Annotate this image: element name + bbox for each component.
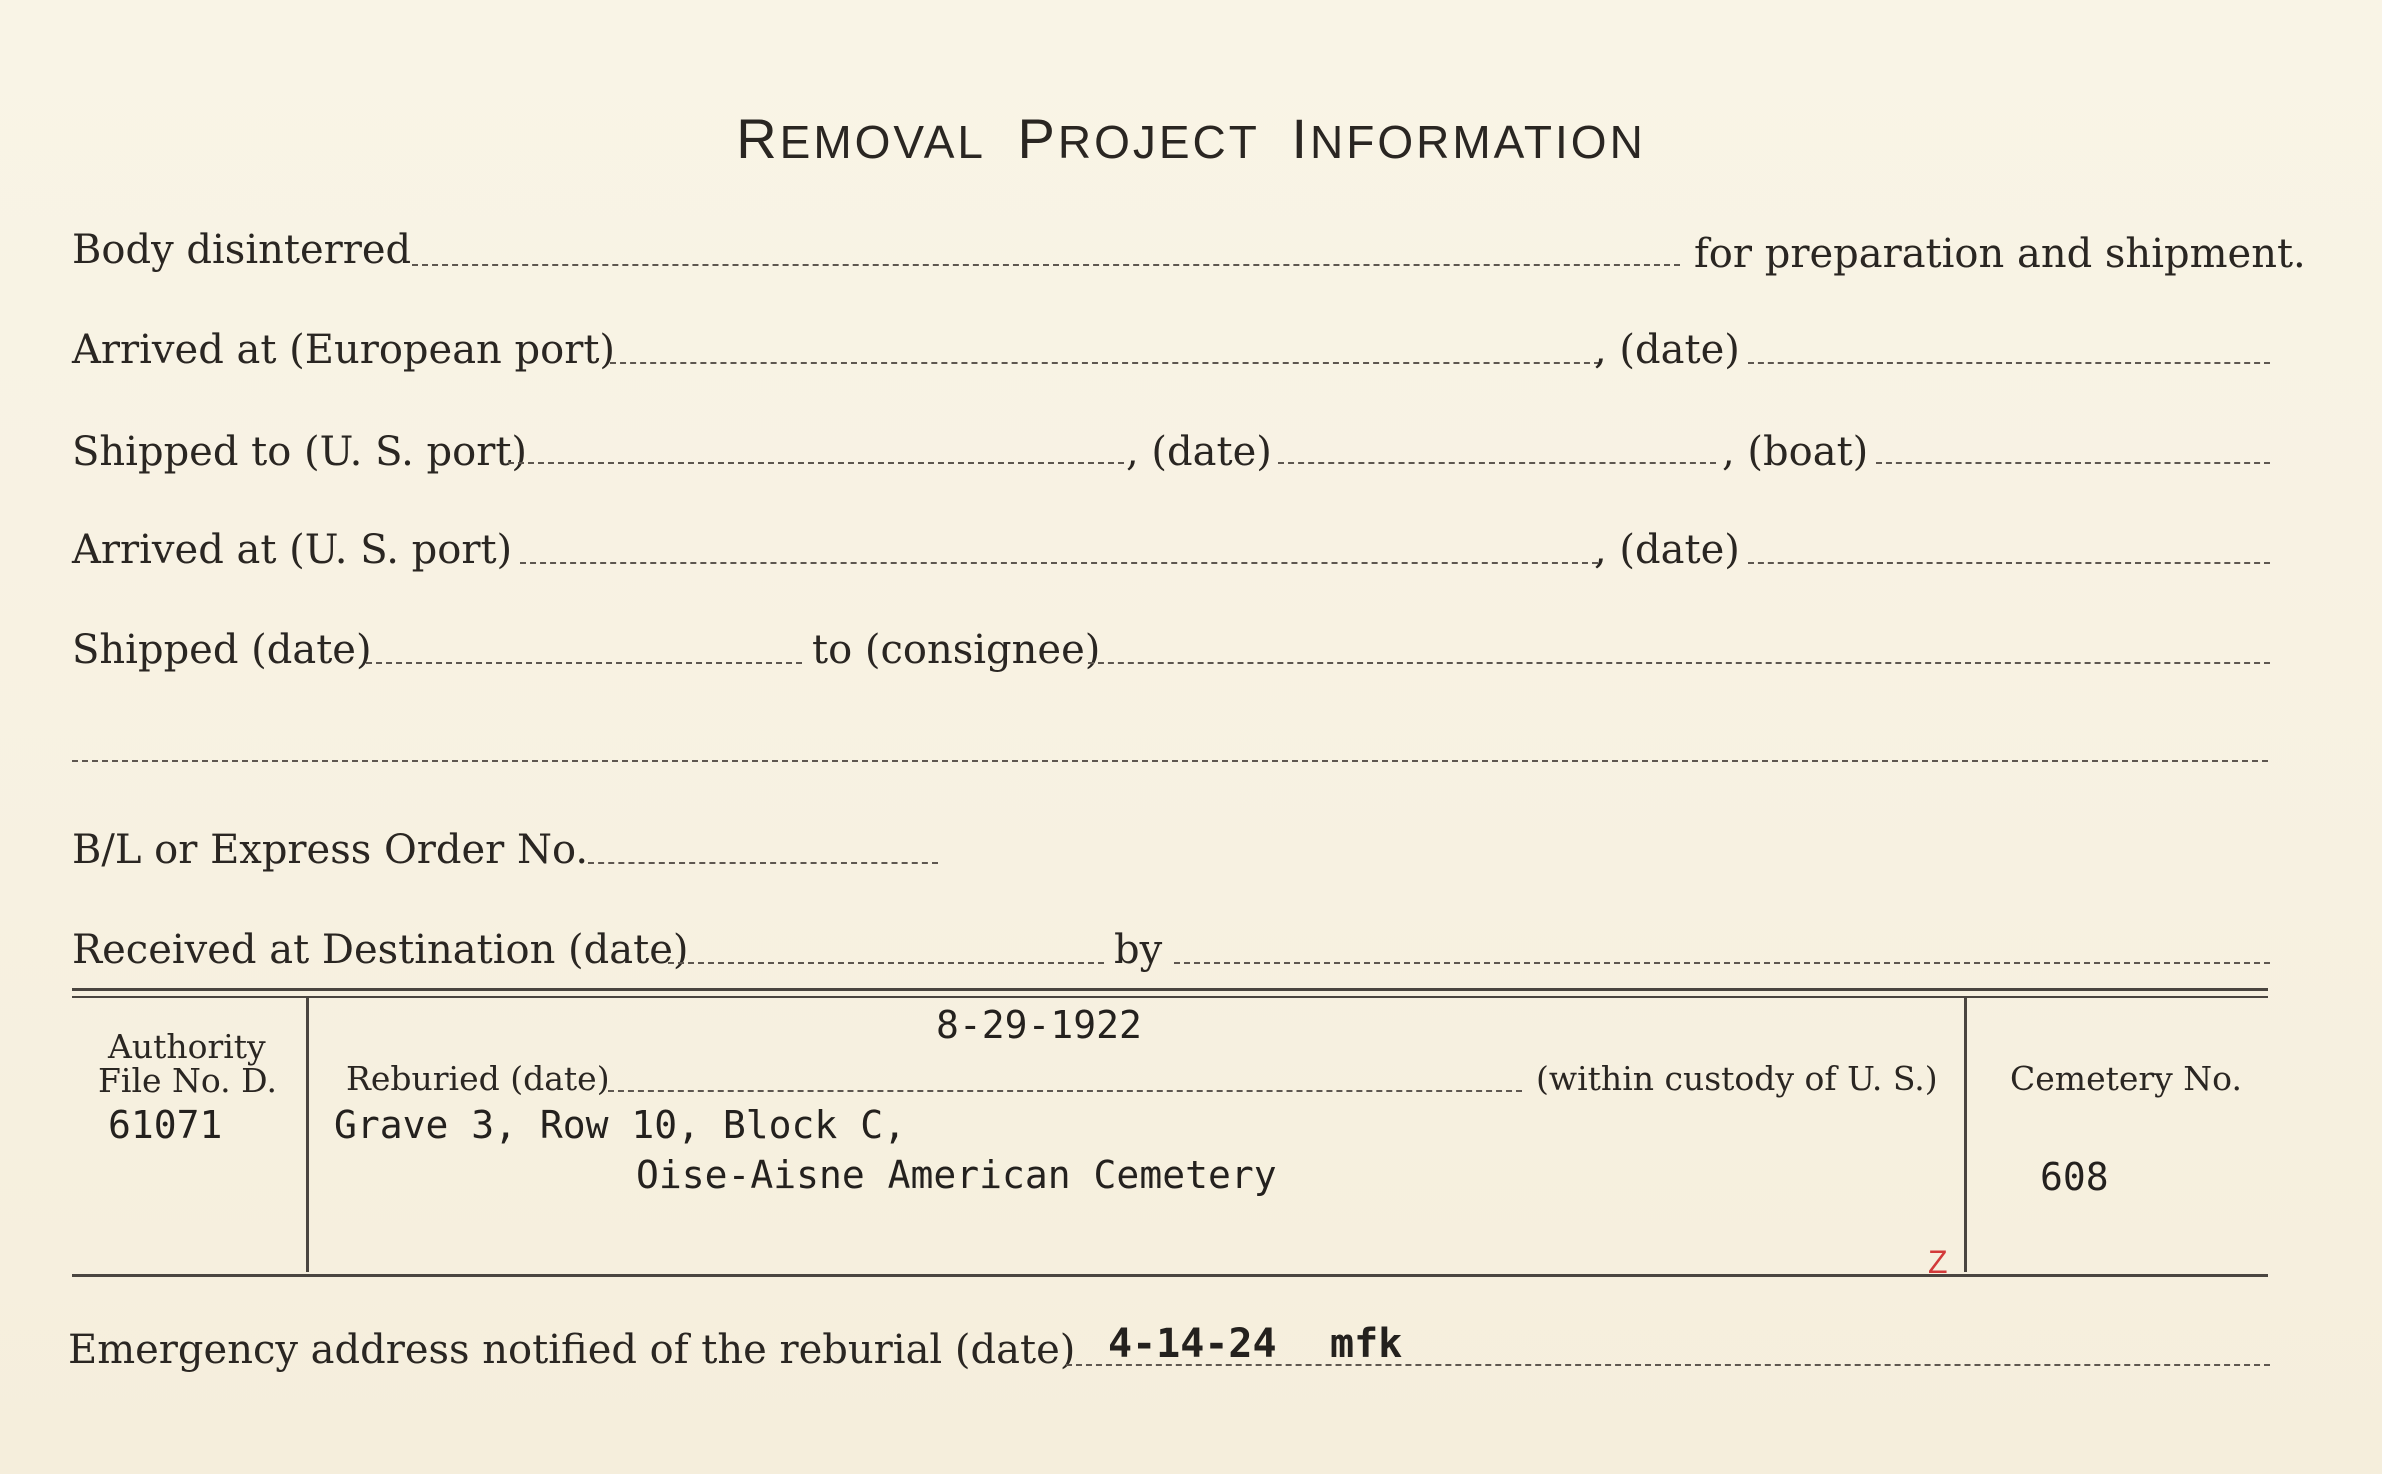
table-top-rule	[72, 988, 2268, 991]
body-disinterred-line	[412, 264, 1680, 266]
custody-label: (within custody of U. S.)	[1536, 1059, 1938, 1098]
shipped-date-field-label: Shipped (date)	[72, 627, 372, 673]
boat-label: , (boat)	[1722, 429, 1869, 475]
arrived-us-port-label: Arrived at (U. S. port)	[72, 527, 513, 573]
received-destination-line	[668, 962, 1104, 964]
received-by-line	[1174, 962, 2270, 964]
arrived-european-date-label: , (date)	[1594, 327, 1740, 373]
reburied-date-label: Reburied (date)	[346, 1059, 610, 1098]
card-title	[0, 106, 2382, 171]
consignee-line	[1088, 662, 2270, 664]
arrived-us-port-line	[520, 562, 1598, 564]
consignee-label: to (consignee)	[812, 627, 1101, 673]
authority-file-number: 61071	[108, 1103, 223, 1147]
authority-divider	[306, 998, 309, 1272]
emergency-label: Emergency address notified of the reburial (date)	[68, 1327, 1076, 1373]
european-port-line	[610, 362, 1600, 364]
by-label: by	[1114, 927, 1163, 973]
bl-express-line	[588, 862, 938, 864]
blank-line	[72, 760, 2268, 762]
file-no-label: File No. D.	[98, 1061, 277, 1100]
title-word: NFORMATION	[1310, 116, 1646, 168]
table-bottom-rule	[72, 1274, 2268, 1277]
title-word: EMOVAL	[779, 116, 986, 168]
shipped-date-label: , (date)	[1126, 429, 1272, 475]
title-word: ROJECT	[1057, 116, 1260, 168]
for-preparation-label: for preparation and shipment.	[1694, 231, 2306, 277]
cemetery-name: Oise-Aisne American Cemetery	[636, 1153, 1277, 1197]
shipped-date-field-line	[366, 662, 802, 664]
received-destination-label: Received at Destination (date)	[72, 927, 689, 973]
table-top-rule-inner	[72, 996, 2268, 998]
shipped-us-port-label: Shipped to (U. S. port)	[72, 429, 527, 475]
reburied-date-line	[608, 1090, 1522, 1092]
title-initial: R	[736, 107, 780, 170]
arrived-us-date-label: , (date)	[1594, 527, 1740, 573]
title-initial: I	[1291, 107, 1310, 170]
cemetery-divider	[1964, 998, 1967, 1272]
emergency-date: 4-14-24	[1108, 1321, 1277, 1367]
boat-line	[1876, 462, 2270, 464]
arrived-european-port-label: Arrived at (European port)	[72, 327, 616, 373]
cemetery-no-label: Cemetery No.	[2010, 1059, 2242, 1098]
authority-label: Authority	[108, 1027, 266, 1066]
red-check-mark: Z	[1928, 1244, 1948, 1280]
cemetery-number: 608	[2040, 1155, 2109, 1199]
arrived-european-date-line	[1748, 362, 2270, 364]
shipped-date-line	[1278, 462, 1716, 464]
bl-express-label: B/L or Express Order No.	[72, 827, 589, 873]
body-disinterred-label: Body disinterred	[72, 227, 412, 273]
shipped-us-port-line	[508, 462, 1124, 464]
arrived-us-date-line	[1748, 562, 2270, 564]
reburied-typed-date: 8-29-1922	[936, 1003, 1142, 1047]
title-initial: P	[1017, 107, 1058, 170]
grave-location: Grave 3, Row 10, Block C,	[334, 1103, 906, 1147]
emergency-initials: mfk	[1330, 1321, 1403, 1367]
